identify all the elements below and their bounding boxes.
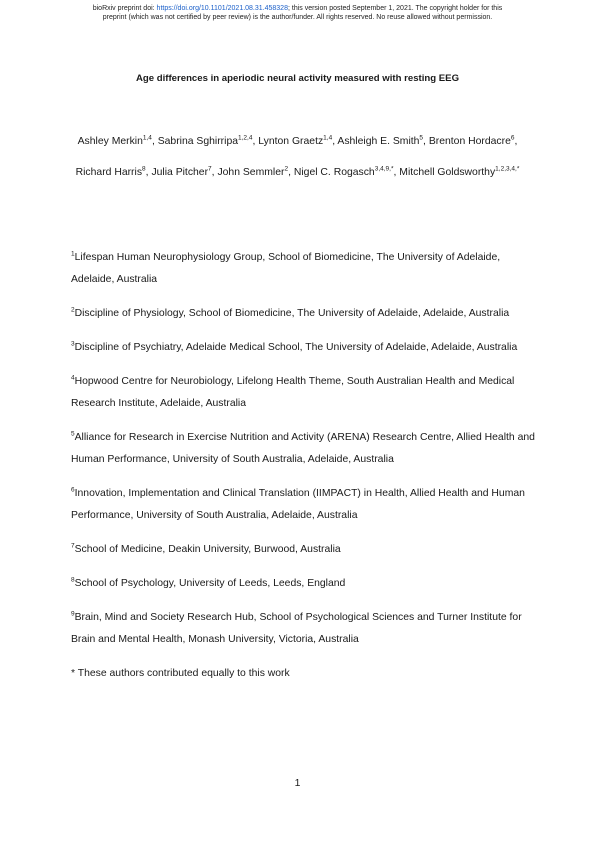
author xyxy=(399,167,519,178)
affiliation-text: Brain, Mind and Society Research Hub, School of Psychological Sciences and Turner Institute for Brain and Mental Health, Monash University, Victoria, Australia xyxy=(71,612,522,645)
author-name: Mitchell Goldsworthy xyxy=(399,167,496,178)
affiliation xyxy=(71,427,541,471)
affiliation-number: 8 xyxy=(71,576,75,584)
affiliation-number: 9 xyxy=(71,610,75,618)
author-affiliation-marker: 2 xyxy=(284,165,289,173)
author xyxy=(258,136,332,147)
affiliation-number: 4 xyxy=(71,374,75,382)
affiliation-text: Alliance for Research in Exercise Nutrition and Activity (ARENA) Research Centre, Allied Health and Human Performance, University of South Australia, Adelaide, Australia xyxy=(71,432,535,465)
affiliation-number: 5 xyxy=(71,430,75,438)
preprint-header xyxy=(0,4,595,22)
author-affiliation-marker: 1,2,4 xyxy=(238,134,253,142)
affiliation-number: 1 xyxy=(71,250,75,258)
author-affiliation-marker: 5 xyxy=(419,134,424,142)
author-name: Sabrina Sghirripa xyxy=(157,136,239,147)
affiliation xyxy=(71,303,541,325)
affiliation-text: School of Medicine, Deakin University, Burwood, Australia xyxy=(74,544,341,555)
affiliation xyxy=(71,573,541,595)
affiliation-list xyxy=(71,247,541,685)
affiliation-text: Discipline of Physiology, School of Biomedicine, The University of Adelaide, Adelaide, Australia xyxy=(74,308,510,319)
equal-contribution-note: * These authors contributed equally to this work xyxy=(71,668,290,679)
author xyxy=(76,167,146,178)
affiliation-number: 3 xyxy=(71,340,75,348)
affiliation-number: 7 xyxy=(71,542,75,550)
affiliation-text: School of Psychology, University of Leeds, Leeds, England xyxy=(74,578,346,589)
author xyxy=(217,167,288,178)
header-line-1 xyxy=(0,4,595,13)
author-affiliation-marker: 1,4 xyxy=(323,134,333,142)
author-name: Nigel C. Rogasch xyxy=(293,167,375,178)
author xyxy=(294,167,394,178)
author-list: Ashley Merkin$^{1,4}$, Sabrina Sghirripa$^{1,2,4}$, Lynton Graetz$^{1,4}$, Ashleigh E. Smith$^5$, Brenton Hordacre$^6$, Richard Harris$^8$, Julia Pitcher$^7$, John Semmler$^2$, Nigel C. Rogasch$^{3,4,9,*}$, Mitchell Goldsworthy$^{1,2,3,4,*}$ xyxy=(75,134,520,178)
author-affiliation-marker: 1,2,3,4,* xyxy=(495,165,520,173)
author-name: Brenton Hordacre xyxy=(428,136,511,147)
affiliation-number: 6 xyxy=(71,486,75,494)
author xyxy=(337,136,423,147)
header-line-2: preprint (which was not certified by peer review) is the author/funder. All rights reserved. No reuse allowed without permission. xyxy=(102,14,493,21)
author-name: John Semmler xyxy=(217,167,285,178)
author-name: Lynton Graetz xyxy=(258,136,324,147)
author-name: Julia Pitcher xyxy=(151,167,209,178)
author xyxy=(78,136,152,147)
affiliation-text: Hopwood Centre for Neurobiology, Lifelong Health Theme, South Australian Health and Medical Research Institute, Adelaide, Australia xyxy=(71,376,515,409)
affiliation xyxy=(71,483,541,527)
author-affiliation-marker: 6 xyxy=(510,134,515,142)
affiliation xyxy=(71,607,541,651)
affiliation xyxy=(71,247,541,291)
affiliation-number: 2 xyxy=(71,306,75,314)
author xyxy=(151,167,211,178)
header-prefix: bioRxiv preprint doi: xyxy=(92,5,157,12)
affiliation xyxy=(71,539,541,561)
affiliation xyxy=(71,337,541,359)
author-name: Ashleigh E. Smith xyxy=(337,136,420,147)
author xyxy=(429,136,515,147)
author-name: Ashley Merkin xyxy=(77,136,143,147)
page-number: 1 xyxy=(294,778,301,789)
author-affiliation-marker: 8 xyxy=(142,165,146,173)
affiliation xyxy=(71,371,541,415)
author xyxy=(158,136,253,147)
affiliation-text: Discipline of Psychiatry, Adelaide Medical School, The University of Adelaide, Adelaide, Australia xyxy=(74,342,518,353)
paper-title: Age differences in aperiodic neural activity measured with resting EEG xyxy=(135,73,460,84)
doi-link[interactable]: https://doi.org/10.1101/2021.08.31.458328 xyxy=(156,5,288,12)
affiliation-text: Innovation, Implementation and Clinical Translation (IIMPACT) in Health, Allied Health and Human Performance, University of South Australia, Adelaide, Australia xyxy=(71,488,525,521)
author-name: Richard Harris xyxy=(75,167,143,178)
header-suffix: ; this version posted September 1, 2021. The copyright holder for this xyxy=(287,5,503,12)
affiliation-text: Lifespan Human Neurophysiology Group, School of Biomedicine, The University of Adelaide, Adelaide, Australia xyxy=(71,252,501,285)
author-affiliation-marker: 1,4 xyxy=(142,134,152,142)
author-affiliation-marker: 3,4,9,* xyxy=(374,165,394,173)
author-affiliation-marker: 7 xyxy=(208,165,212,173)
